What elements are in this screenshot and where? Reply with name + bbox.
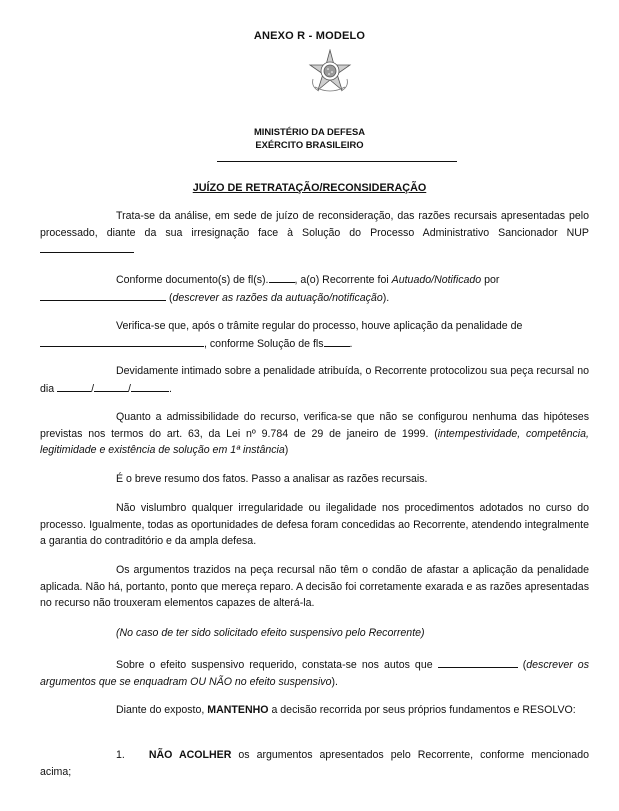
solution-pages-blank-field[interactable] [324,335,350,347]
paragraph-text: ). [382,291,390,304]
nup-blank-field[interactable] [40,241,134,253]
paragraph-italic-text: descrever os argumentos que se enquadram OU NÃO no efeito suspensivo [40,659,589,688]
paragraph-penalty [40,318,589,352]
paragraph-admissibility [40,409,589,459]
paragraph-text: ( [517,659,527,671]
paragraph-text: Devidamente intimado sobre a penalidade atribuída, o Recorrente protocolizou sua peça recursal no dia [40,365,589,395]
header-divider [217,161,457,162]
year-blank-field[interactable] [131,380,169,392]
organization-block [0,125,619,151]
paragraph-text: por [481,274,500,286]
reasons-blank-field[interactable] [40,289,166,301]
paragraph-text: ). [331,675,338,688]
paragraph-bold-text: MANTENHO [207,704,269,716]
annex-heading: ANEXO R - MODELO [253,30,366,42]
resolution-item-1 [40,747,589,780]
penalty-blank-field[interactable] [40,335,204,347]
paragraph-document [40,271,589,306]
paragraph-text: . [349,337,353,350]
paragraph-text: Sobre o efeito suspensivo requerido, constata-se nos autos que [116,659,438,671]
brazil-coat-of-arms-icon [307,49,353,95]
item-text: os argumentos apresentados pelo Recorrente, conforme mencionado acima; [40,749,589,778]
paragraph-italic-text: descrever as razões da autuação/notificação [172,291,383,304]
month-blank-field[interactable] [94,380,128,392]
paragraph-text: Trata-se da análise, em sede de juízo de reconsideração, das razões recursais apresentadas pelo processado, diante da sua irresignação face à Solução do Processo Administrativo Sancionador NUP [40,210,589,239]
suspensive-blank-field[interactable] [438,656,518,668]
paragraph-text: Quanto a admissibilidade do recurso, verifica-se que não se configurou nenhuma das hipóteses previstas nos termos do art. 63, da Lei nº 9.784 de 29 de janeiro de 1999. ( [40,411,589,440]
paragraph-text: Verifica-se que, após o trâmite regular do processo, houve aplicação da penalidade de [116,320,523,332]
document-title: JUÍZO DE RETRATAÇÃO/RECONSIDERAÇÃO [192,182,427,194]
date-separator: / [128,382,131,395]
ministry-name: MINISTÉRIO DA DEFESA [253,126,366,137]
item-number: 1. [116,749,125,761]
paragraph-text: a decisão recorrida por seus próprios fundamentos e RESOLVO: [268,704,576,716]
paragraph-analysis [40,208,589,259]
paragraph-resolution [40,702,589,719]
paragraph-text: ) [284,444,289,456]
paragraph-text: ( [166,291,173,304]
paragraph-text: , a(o) Recorrente foi [294,274,392,286]
paragraph-summary: É o breve resumo dos fatos. Passo a analisar as razões recursais. [116,473,428,485]
paragraph-arguments: Os argumentos trazidos na peça recursal não têm o condão de afastar a aplicação da penalidade aplicada. Não há, portanto, ponto que mereça reparo. A decisão foi corretamente exarada e as razões apresentadas no recurso não trouxeram elementos capazes de alterá-la. [40,564,589,609]
item-bold-text: NÃO ACOLHER [148,749,232,761]
army-name: EXÉRCITO BRASILEIRO [255,139,364,150]
paragraph-notification [40,363,589,397]
paragraph-italic-text: intempestividade, competência, legitimidade e existência de solução em 1ª instância [40,427,589,456]
paragraph-text: . [169,382,172,395]
paragraph-text: Conforme documento(s) de fl(s). [116,274,269,286]
paragraph-suspensive-effect [40,656,589,690]
paragraph-no-irregularity: Não vislumbro qualquer irregularidade ou ilegalidade nos procedimentos adotados no curso do processo. Igualmente, todas as oportunidades de defesa foram concedidas ao Recorrente, atendendo integralmente a garantia do contraditório e da ampla defesa. [40,502,589,547]
date-separator: / [91,382,95,395]
day-blank-field[interactable] [57,380,91,392]
paragraph-italic-text: Autuado/Notificado [391,274,482,286]
paragraph-suspensive-note: (No caso de ter sido solicitado efeito suspensivo pelo Recorrente) [116,627,425,639]
paragraph-text: , conforme Solução de fls [204,337,324,350]
paragraph-text: Diante do exposto, [116,704,208,716]
pages-blank-field[interactable] [269,271,295,283]
